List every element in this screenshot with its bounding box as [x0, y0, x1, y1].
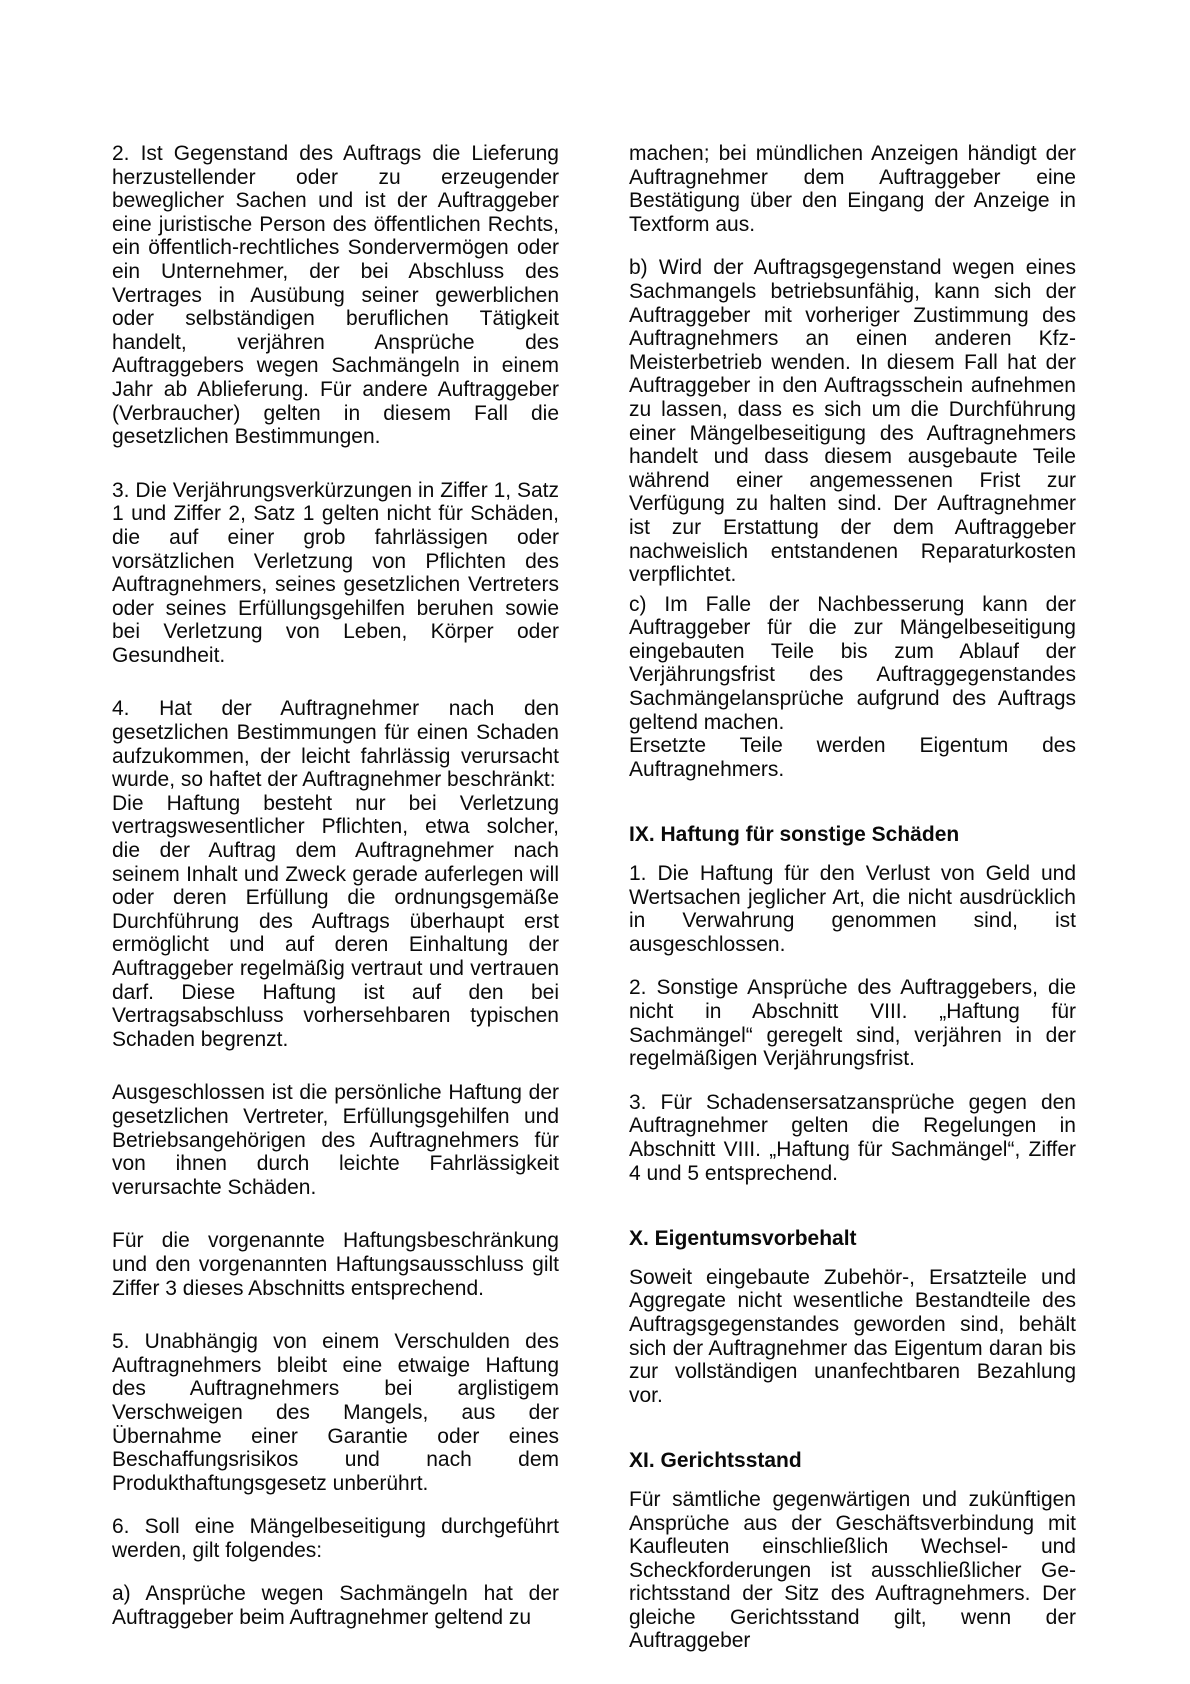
paragraph-ix-2: 2. Sonstige Ansprüche des Auftraggebers, die nicht in Abschnitt VIII. „Haftung für Sachmängel“ geregelt sind, verjähren in der regelmäßigen Verjährungsfrist. [629, 976, 1076, 1071]
section-heading-xi: XI. Gerichtsstand [629, 1449, 802, 1473]
paragraph-ix-1: 1. Die Haftung für den Verlust von Geld und Wertsachen jeglicher Art, die nicht ausdrücklich in Verwahrung genommen sind, ist ausgeschlossen. [629, 862, 1076, 956]
paragraph-personal-liability-exclusion: Ausgeschlossen ist die persönliche Haftung der gesetzlichen Vertreter, Erfüllungsgehilfen und Betriebsangehörigen des Auftragnehmers für von ihnen durch leichte Fahrlässigkeit verursachte Schäden. [112, 1081, 559, 1199]
paragraph-clause-3: 3. Die Verjährungsverkürzungen in Ziffer 1, Satz 1 und Ziffer 2, Satz 1 gelten nicht für Schäden, die auf einer grob fahrlässigen oder vorsätzlichen Verletzung von Pflichten des Auftragnehmers, seines gesetzlichen Vertreters oder seines Erfüllungsgehilfen beruhen sowie bei Verletzung von Leben, Körper oder Gesundheit. [112, 478, 559, 667]
paragraph-clause-6b: b) Wird der Auftragsgegenstand wegen eines Sachmangels betriebsunfähig, kann sich der Auftraggeber mit vorheriger Zustimmung des Auftragnehmers an einen anderen Kfz-Meisterbetrieb wenden. In diesem Fall hat der Auftraggeber in den Auftragsschein aufnehmen zu lassen, dass es sich um die Durchführung einer Mängelbeseitigung des Auftragnehmers handelt und dass diesem ausgebaute Teile während einer angemessenen Frist zur Verfügung zu halten sind. Der Auftragnehmer ist zur Erstattung der dem Auftraggeber nachweislich entstandenen Reparaturkosten verpflichtet. [629, 256, 1076, 587]
section-heading-x: X. Eigentumsvorbehalt [629, 1227, 857, 1251]
left-column [112, 142, 559, 1630]
paragraph-clause-6c: c) Im Falle der Nachbesserung kann der Auftraggeber für die zur Mängelbeseitigung eingebauten Teile bis zum Ablauf der Verjährungsfrist des Auftraggegenstandes Sachmängelansprüche aufgrund des Auftrags geltend machen. [629, 592, 1076, 734]
paragraph-clause-4-intro: 4. Hat der Auftragnehmer nach den gesetzlichen Bestimmungen für einen Schaden aufzukommen, der leicht fahrlässig verursacht wurde, so haftet der Auftragnehmer beschränkt: [112, 697, 559, 792]
paragraph-clause-5: 5. Unabhängig von einem Verschulden des Auftragnehmers bleibt eine etwaige Haftung des Auftragnehmers bei arglistigem Verschweigen des Mangels, aus der Übernahme einer Garantie oder eines Beschaffungsrisikos und nach dem Produkthaftungsgesetz unberührt. [112, 1330, 559, 1495]
right-column [629, 142, 1076, 1653]
section-heading-ix: IX. Haftung für sonstige Schäden [629, 823, 960, 847]
paragraph-clause-6a: a) Ansprüche wegen Sachmängeln hat der Auftraggeber beim Auftragnehmer geltend zu [112, 1582, 559, 1630]
paragraph-clause-2: 2. Ist Gegenstand des Auftrags die Lieferung herzustellender oder zu erzeugender beweglicher Sachen und ist der Auftraggeber eine juristische Person des öffentlichen Rechts, ein öffentlich-rechtliches Sondervermögen oder ein Unternehmer, der bei Abschluss des Vertrages in Ausübung seiner gewerblichen oder selbständigen beruflichen Tätigkeit handelt, verjähren Ansprüche des Auftraggebers wegen Sachmängeln in einem Jahr ab Ablieferung. Für andere Auftraggeber (Verbraucher) gelten in diesem Fall die gesetzlichen Bestimmungen. [112, 142, 559, 449]
paragraph-clause-6a-continuation: machen; bei mündlichen Anzeigen händigt der Auftragnehmer dem Auftraggeber eine Bestätigung über den Eingang der Anzeige in Textform aus. [629, 142, 1076, 236]
paragraph-clause-4-continuation: Die Haftung besteht nur bei Verletzung vertragswesentlicher Pflichten, etwa solcher, die der Auftrag dem Auftragnehmer nach seinem Inhalt und Zweck gerade auferlegen will oder deren Erfüllung die ordnungsgemäße Durchführung des Auftrags überhaupt erst ermöglicht und auf deren Einhaltung der Auftraggeber regelmäßig vertraut und vertrauen darf. Diese Haftung ist auf den bei Vertragsabschluss vorhersehbaren typischen Schaden begrenzt. [112, 791, 559, 1051]
paragraph-clause-6: 6. Soll eine Mängelbeseitigung durchgeführt werden, gilt folgendes: [112, 1515, 559, 1562]
two-column-layout [112, 142, 1077, 1653]
paragraph-replaced-parts: Ersetzte Teile werden Eigentum des Auftragnehmers. [629, 734, 1076, 781]
paragraph-ix-3: 3. Für Schadensersatzansprüche gegen den Auftragnehmer gelten die Regelungen in Abschnitt VIII. „Haftung für Sachmängel“, Ziffer 4 und 5 entsprechend. [629, 1090, 1076, 1185]
paragraph-xi-1: Für sämtliche gegenwärtigen und zukünftigen Ansprüche aus der Geschäftsverbindung mit Kaufleuten einschließlich Wechsel- und Scheckforderungen ist ausschließlicher Gerichtsstand der Sitz des Auftragnehmers. Der gleiche Gerichtsstand gilt, wenn der Auftraggeber [629, 1487, 1076, 1653]
paragraph-x-1: Soweit eingebaute Zubehör-, Ersatzteile und Aggregate nicht wesentliche Bestandteile des Auftragsgegenstandes geworden sind, behält sich der Auftragnehmer das Eigentum daran bis zur vollständigen unanfechtbaren Bezahlung vor. [629, 1265, 1076, 1407]
paragraph-limitation-reference: Für die vorgenannte Haftungsbeschränkung und den vorgenannten Haftungsausschluss gilt Ziffer 3 dieses Abschnitts entsprechend. [112, 1229, 559, 1300]
